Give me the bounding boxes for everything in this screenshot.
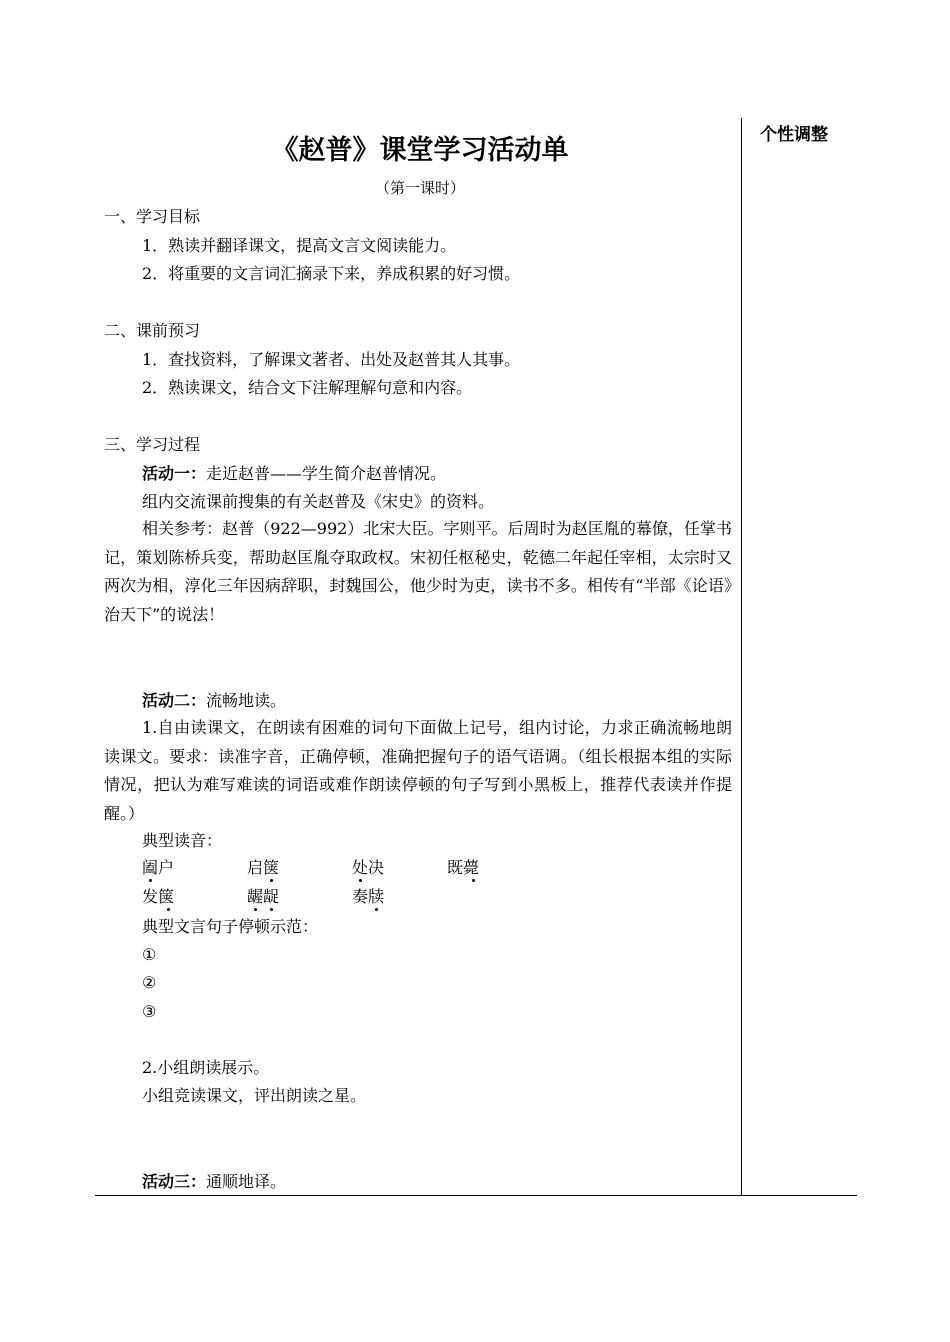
emphasis-dot <box>149 879 152 882</box>
reading-heading: 典型读音： <box>142 831 223 850</box>
page-title: 《赵普》课堂学习活动单 <box>271 135 569 166</box>
vocab-word: 发箧 <box>142 887 175 906</box>
activity-3-label: 活动三： <box>142 1172 207 1191</box>
activity-1-label: 活动一： <box>142 464 207 483</box>
vocab-word: 启箧 <box>247 858 280 877</box>
activity-1-line2: 组内交流课前搜集的有关赵普及《宋史》的资料。 <box>142 492 495 511</box>
activity-2-paragraph: 1.自由读课文，在朗读有困难的词句下面做上记号，组内讨论，力求正确流畅地朗读课文。要求：读准字音，正确停顿，准确把握句子的语气语调。（组长根据本组的实际情况，把认为难写难读的词语或难作朗读停顿的句子写到小黑板上，推荐代表读并作提醒。） <box>104 718 732 824</box>
activity-2-step2-text: 小组竞读课文，评出朗读之星。 <box>142 1086 367 1105</box>
activity-3 <box>142 1171 286 1193</box>
vocab-word: 龌龊 <box>247 887 280 906</box>
section-heading-preview: 二、课前预习 <box>104 321 201 340</box>
emphasis-dot <box>359 879 362 882</box>
page-subtitle: （第一课时） <box>374 179 465 197</box>
reference-paragraph: 相关参考：赵普（922—992）北宋大臣。字则平。后周时为赵匡胤的幕僚，任掌书记，策划陈桥兵变，帮助赵匡胤夺取政权。宋初任枢秘史，乾德二年起任宰相，太宗时又两次为相，淳化三年因病辞职，封魏国公，他少时为吏，读书不多。相传有“半部《论语》治天下”的说法！ <box>104 519 732 625</box>
column-divider <box>741 118 742 1196</box>
emphasis-dot <box>167 908 170 911</box>
emphasis-dot <box>270 908 273 911</box>
activity-2-step2: 2.小组朗读展示。 <box>142 1058 270 1077</box>
side-column-title: 个性调整 <box>760 125 828 145</box>
vocab-word: 既薨 <box>447 858 480 877</box>
emphasis-dot <box>375 908 378 911</box>
emphasis-dot <box>254 908 257 911</box>
pause-mark: ① <box>142 945 157 964</box>
pause-mark: ② <box>142 973 157 992</box>
goal-item: 1．熟读并翻译课文，提高文言文阅读能力。 <box>142 236 457 255</box>
preview-item: 1．查找资料，了解课文著者、出处及赵普其人其事。 <box>142 350 521 369</box>
activity-1-text: 走近赵普——学生简介赵普情况。 <box>206 464 447 483</box>
activity-2 <box>142 690 286 712</box>
preview-item: 2．熟读课文，结合文下注解理解句意和内容。 <box>142 378 473 397</box>
pause-heading: 典型文言句子停顿示范： <box>142 917 319 936</box>
activity-3-text: 通顺地译。 <box>206 1172 287 1191</box>
activity-2-text: 流畅地读。 <box>206 691 287 710</box>
vocab-word: 处决 <box>352 858 385 877</box>
vocab-word: 阖户 <box>142 858 175 877</box>
emphasis-dot <box>270 879 273 882</box>
bottom-rule <box>95 1195 857 1196</box>
section-heading-goals: 一、学习目标 <box>104 207 201 226</box>
pause-mark: ③ <box>142 1002 157 1021</box>
vocab-word: 奏牍 <box>352 887 385 906</box>
activity-1 <box>142 463 446 485</box>
emphasis-dot <box>472 879 475 882</box>
goal-item: 2．将重要的文言词汇摘录下来，养成积累的好习惯。 <box>142 264 521 283</box>
activity-2-label: 活动二： <box>142 691 207 710</box>
section-heading-process: 三、学习过程 <box>104 435 201 454</box>
